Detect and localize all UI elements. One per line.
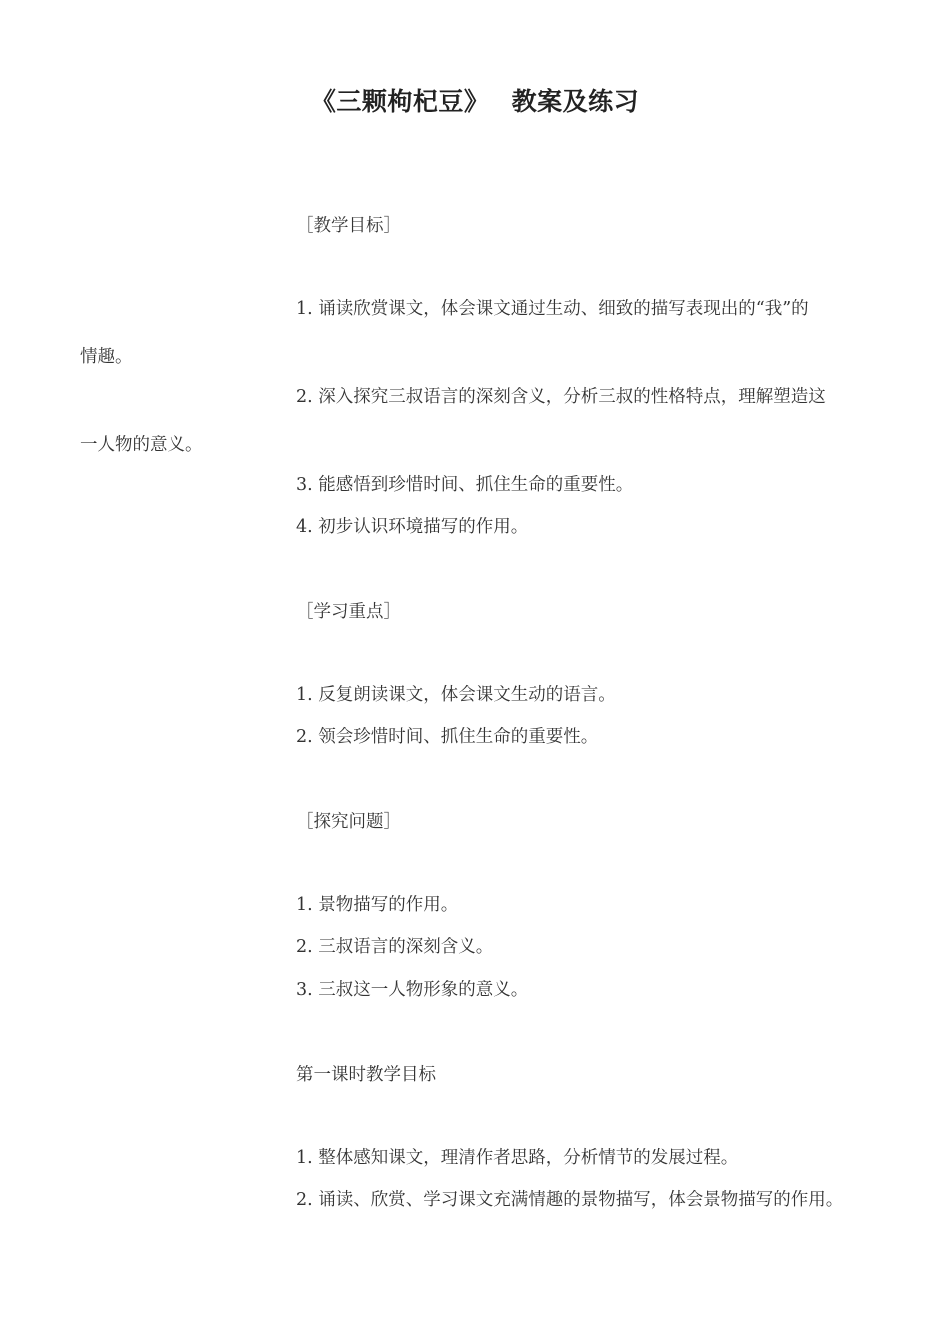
goal-item-3: 3. 能感悟到珍惜时间、抓住生命的重要性。 <box>296 475 634 495</box>
goal-item-2-continued: 一人物的意义。 <box>80 435 203 455</box>
question-item-1: 1. 景物描写的作用。 <box>296 895 459 915</box>
goal-item-4: 4. 初步认识环境描写的作用。 <box>296 517 529 537</box>
goal-item-1-continued: 情趣。 <box>80 347 133 367</box>
goal-item-2: 2. 深入探究三叔语言的深刻含义，分析三叔的性格特点，理解塑造这 <box>296 387 826 407</box>
key-point-item-2: 2. 领会珍惜时间、抓住生命的重要性。 <box>296 727 599 747</box>
goal-item-1: 1. 诵读欣赏课文，体会课文通过生动、细致的描写表现出的“我”的 <box>296 299 809 319</box>
section-heading-key-points: ［学习重点］ <box>296 602 401 622</box>
question-item-2: 2. 三叔语言的深刻含义。 <box>296 937 494 957</box>
lesson-goal-item-2: 2. 诵读、欣赏、学习课文充满情趣的景物描写，体会景物描写的作用。 <box>296 1190 844 1210</box>
question-item-3: 3. 三叔这一人物形象的意义。 <box>296 980 529 1000</box>
lesson-goal-item-1: 1. 整体感知课文，理清作者思路，分析情节的发展过程。 <box>296 1148 739 1168</box>
page-title: 《三颗枸杞豆》 教案及练习 <box>310 87 640 116</box>
section-heading-teaching-goals: ［教学目标］ <box>296 216 401 236</box>
section-heading-first-lesson-goals: 第一课时教学目标 <box>296 1065 436 1085</box>
key-point-item-1: 1. 反复朗读课文，体会课文生动的语言。 <box>296 685 616 705</box>
section-heading-inquiry-questions: ［探究问题］ <box>296 812 401 832</box>
